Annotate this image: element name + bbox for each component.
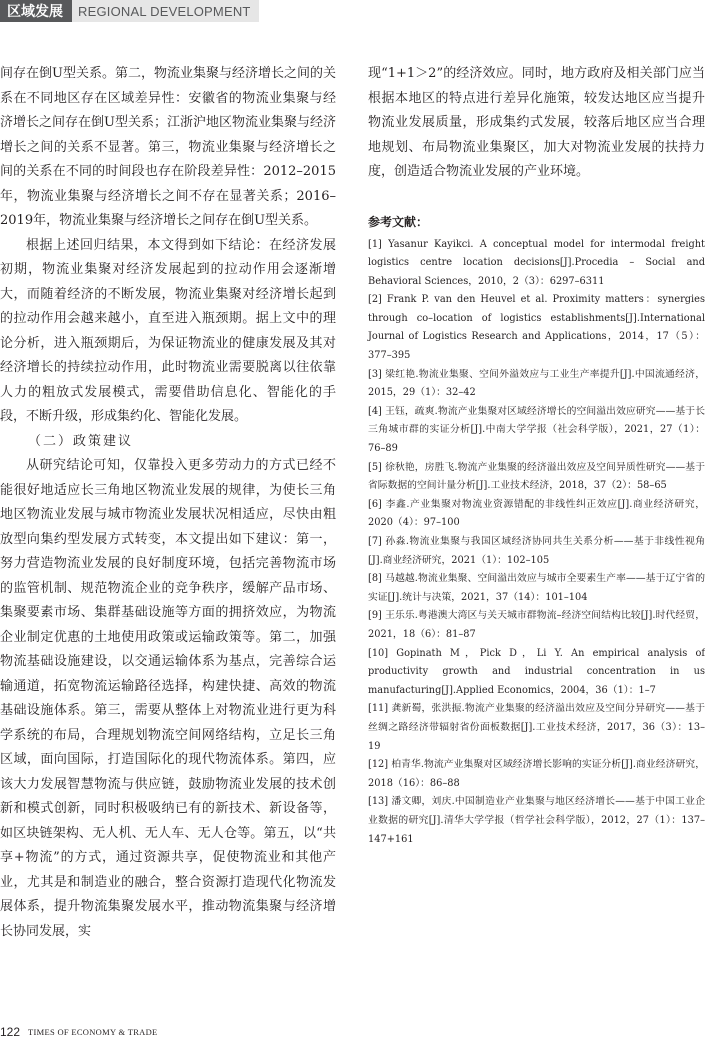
body-paragraph: 间存在倒U型关系。第二，物流业集聚与经济增长之间的关系在不同地区存在区域差异性：安徽省的物流业集聚与经济增长之间存在倒U型关系；江浙沪地区物流业集聚与经济增长之间的关系不显著。第三，物流业集聚与经济增长之间的关系在不同的时间段也存在阶段差异性：2012–2015年，物流业集聚与经济增长之间不存在显著关系；2016–2019年，物流业集聚与经济增长之间存在倒U型关系。 <box>0 66 336 228</box>
page-number: 122 <box>0 1025 21 1039</box>
reference-item: [10] Gopinath M，Pick D，Li Y. An empirical analysis of productivity growth and industrial concentration in us manufacturing[J].Applied Economics，2004，36（1）：1–7 <box>368 647 705 696</box>
section-label: REGIONAL DEVELOPMENT <box>72 0 259 22</box>
left-column <box>0 62 336 944</box>
reference-item: [9] 王乐乐.粤港澳大湾区与关天城市群物流–经济空间结构比较[J].时代经贸，2021，18（6）：81–87 <box>368 610 705 640</box>
reference-item: [11] 龚新蜀，张洪振.物流产业集聚的经济溢出效应及空间分异研究——基于丝绸之路经济带辐射省份面板数据[J].工业技术经济，2017，36（3）：13–19 <box>368 703 705 752</box>
body-paragraph: 根据上述回归结果，本文得到如下结论：在经济发展初期，物流业集聚对经济发展起到的拉动作用会逐渐增大，而随着经济的不断发展，物流业集聚对经济增长起到的拉动作用会越来越小，直至进入瓶颈期。据上文中的理论分析，进入瓶颈期后，为保证物流业的健康发展及其对经济增长的持续拉动作用，此时物流业需要脱离以往依靠人力的粗放式发展模式，需要借助信息化、智能化的手段，不断升级，形成集约化、智能化发展。 <box>0 237 336 424</box>
reference-item: [12] 柏青华.物流产业集聚对区域经济增长影响的实证分析[J].商业经济研究，2018（16）：86–88 <box>368 759 705 789</box>
references-heading: 参考文献： <box>368 214 429 229</box>
reference-item: [5] 徐秋艳，房胜飞.物流产业集聚的经济溢出效应及空间异质性研究——基于省际数据的空间计量分析[J].工业技术经济，2018，37（2）：58–65 <box>368 461 705 492</box>
page-header <box>0 0 259 22</box>
body-paragraph: 现“1+1＞2”的经济效应。同时，地方政府及相关部门应当根据本地区的特点进行差异化施策，较发达地区应当提升物流业发展质量，形成集约式发展，较落后地区应当合理地规划、布局物流业集聚区，加大对物流业发展的扶持力度，创造适合物流业发展的产业环境。 <box>368 66 705 179</box>
journal-name: TIMES OF ECONOMY & TRADE <box>28 1027 158 1037</box>
section-tag: 区域发展 <box>0 0 72 22</box>
right-column <box>368 62 705 849</box>
reference-item: [7] 孙淼.物流业集聚与我国区域经济协同共生关系分析——基于非线性视角[J].商业经济研究，2021（1）：102–105 <box>368 536 705 566</box>
reference-item: [1] Yasanur Kayikci. A conceptual model for intermodal freight logistics centre location decisions[J].Procedia – Social and Behavioral Sciences，2010，2（3）：6297–6311 <box>368 238 705 287</box>
reference-item: [8] 马越越.物流业集聚、空间溢出效应与城市全要素生产率——基于辽宁省的实证[J].统计与决策，2021，37（14）：101–104 <box>368 573 705 603</box>
reference-item: [3] 梁红艳.物流业集聚、空间外溢效应与工业生产率提升[J].中国流通经济，2015，29（1）：32–42 <box>368 368 705 399</box>
reference-item: [4] 王钰，疏爽.物流产业集聚对区域经济增长的空间溢出效应研究——基于长三角城市群的实证分析[J].中南大学学报（社会科学版），2021，27（1）：76–89 <box>368 405 705 455</box>
section-subheading: （二）政策建议 <box>28 433 134 449</box>
page-footer <box>0 1021 158 1043</box>
reference-item: [2] Frank P. van den Heuvel et al. Proximity matters：synergies through co–location of logistics establishments[J].International Journal of Logistics Research and Applications，2014，17（5）：377–395 <box>368 294 705 362</box>
body-paragraph: 从研究结论可知，仅靠投入更多劳动力的方式已经不能很好地适应长三角地区物流业发展的规律，为使长三角地区物流业发展与城市物流业发展状况相适应，尽快由粗放型向集约型发展方式转变，本文提出如下建议：第一，努力营造物流业发展的良好制度环境，包括完善物流市场的监管机制、规范物流企业的竞争秩序，缓解产品市场、集聚要素市场、集群基础设施等方面的拥挤效应，为物流企业制定优惠的土地使用政策或运输政策等。第二，加强物流基础设施建设，以交通运输体系为基点，完善综合运输通道，拓宽物流运输路径选择，构建快捷、高效的物流基础设施体系。第三，需要从整体上对物流业进行更为科学系统的布局，合理规划物流空间网络结构，立足长三角区域，面向国际，打造国际化的现代物流体系。第四，应该大力发展智慧物流与供应链，鼓励物流业发展的技术创新和模式创新，同时积极吸纳已有的新技术、新设备等，如区块链架构、无人机、无人车、无人仓等。第五，以“共享+物流”的方式，通过资源共享，促使物流业和其他产业，尤其是和制造业的融合，整合资源打造现代化物流发展体系，提升物流集聚发展水平，推动物流集聚与经济增长协同发展，实 <box>0 458 336 939</box>
reference-item: [13] 潘文卿，刘庆.中国制造业产业集聚与地区经济增长——基于中国工业企业数据的研究[J].清华大学学报（哲学社会科学版），2012，27（1）：137–147+161 <box>368 796 705 845</box>
reference-list <box>368 236 705 850</box>
reference-item: [6] 李鑫.产业集聚对物流业资源错配的非线性纠正效应[J].商业经济研究，2020（4）：97–100 <box>368 498 705 529</box>
